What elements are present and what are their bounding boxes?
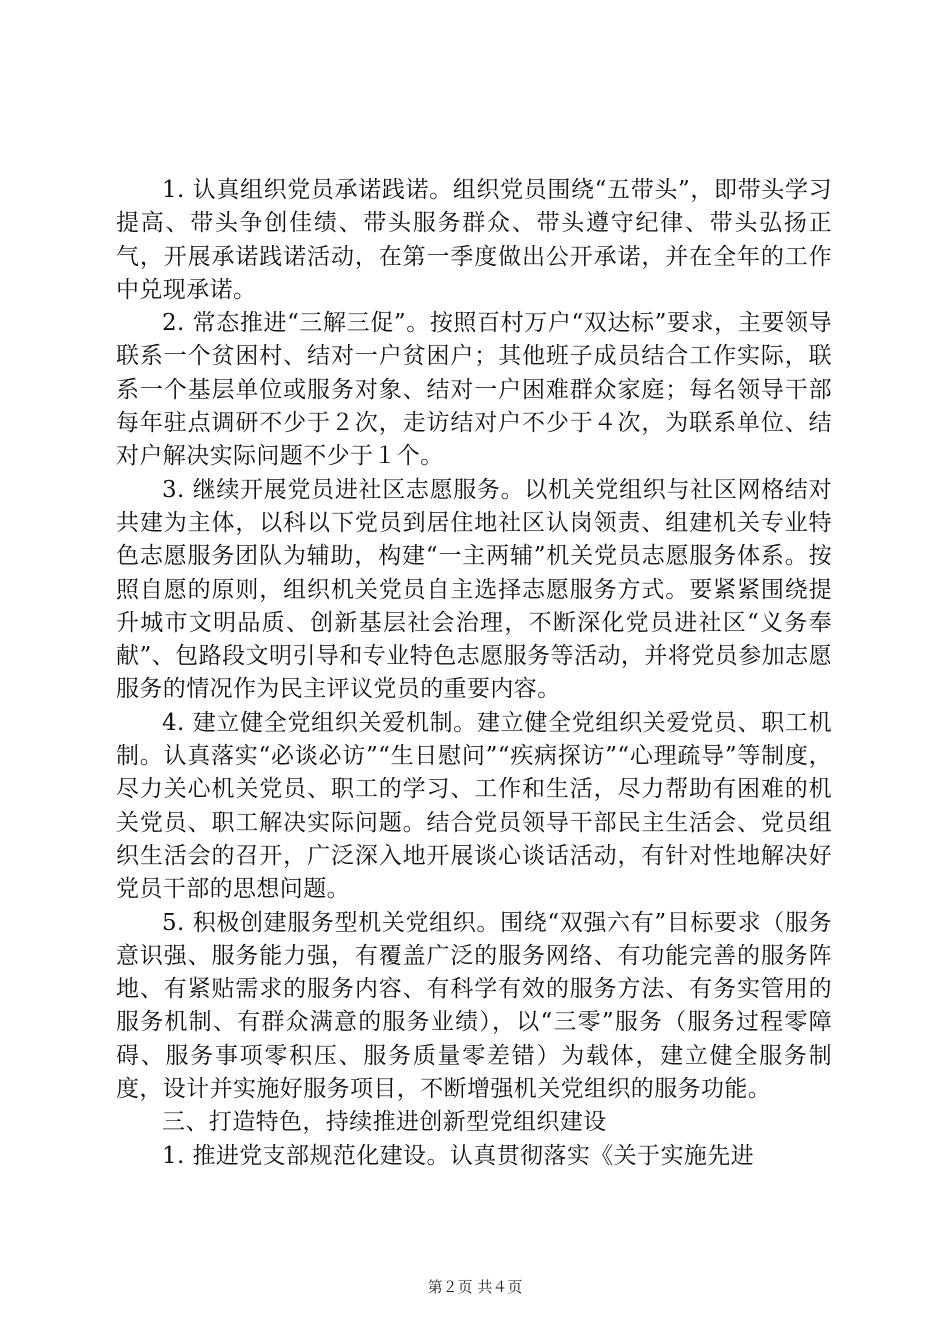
paragraph-3: 3. 继续开展党员进社区志愿服务。以机关党组织与社区网格结对共建为主体，以科以下党员到居住地社区认岗领责、组建机关专业特色志愿服务团队为辅助，构建“一主两辅”机关党员志愿服务体系。按照自愿的原则，组织机关党员自主选择志愿服务方式。要紧紧围绕提升城市文明品质、创新基层社会治理，不断深化党员进社区“义务奉献”、包路段文明引导和专业特色志愿服务等活动，并将党员参加志愿服务的情况作为民主评议党员的重要内容。 <box>116 476 832 703</box>
page-footer <box>0 1276 950 1297</box>
section-heading: 三、打造特色，持续推进创新型党组织建设 <box>162 1109 607 1136</box>
page-number-label: 第２页 共４页 <box>427 1278 523 1296</box>
paragraph-5: 5. 积极创建服务型机关党组织。围绕“双强六有”目标要求（服务意识强、服务能力强，有覆盖广泛的服务网络、有功能完善的服务阵地、有紧贴需求的服务内容、有科学有效的服务方法、有务实管用的服务机制、有群众满意的服务业绩），以“三零”服务（服务过程零障碍、服务事项零积压、服务质量零差错）为载体，建立健全服务制度，设计并实施好服务项目，不断增强机关党组织的服务功能。 <box>116 909 832 1103</box>
paragraph-1: 1. 认真组织党员承诺践诺。组织党员围绕“五带头”，即带头学习提高、带头争创佳绩、带头服务群众、带头遵守纪律、带头弘扬正气，开展承诺践诺活动，在第一季度做出公开承诺，并在全年的工作中兑现承诺。 <box>116 177 832 303</box>
paragraph-4: 4. 建立健全党组织关爱机制。建立健全党组织关爱党员、职工机制。认真落实“必谈必访”“生日慰问”“疾病探访”“心理疏导”等制度，尽力关心机关党员、职工的学习、工作和生活，尽力帮助有困难的机关党员、职工解决实际问题。结合党员领导干部民主生活会、党员组织生活会的召开，广泛深入地开展谈心谈话活动，有针对性地解决好党员干部的思想问题。 <box>116 709 832 903</box>
paragraph-2: 2. 常态推进“三解三促”。按照百村万户“双达标”要求，主要领导联系一个贫困村、结对一户贫困户；其他班子成员结合工作实际，联系一个基层单位或服务对象、结对一户困难群众家庭；每名领导干部每年驻点调研不少于２次，走访结对户不少于４次，为联系单位、结对户解决实际问题不少于１个。 <box>116 310 832 470</box>
document-body <box>116 174 832 1173</box>
paragraph-6: 1. 推进党支部规范化建设。认真贯彻落实《关于实施先进 <box>162 1142 755 1169</box>
